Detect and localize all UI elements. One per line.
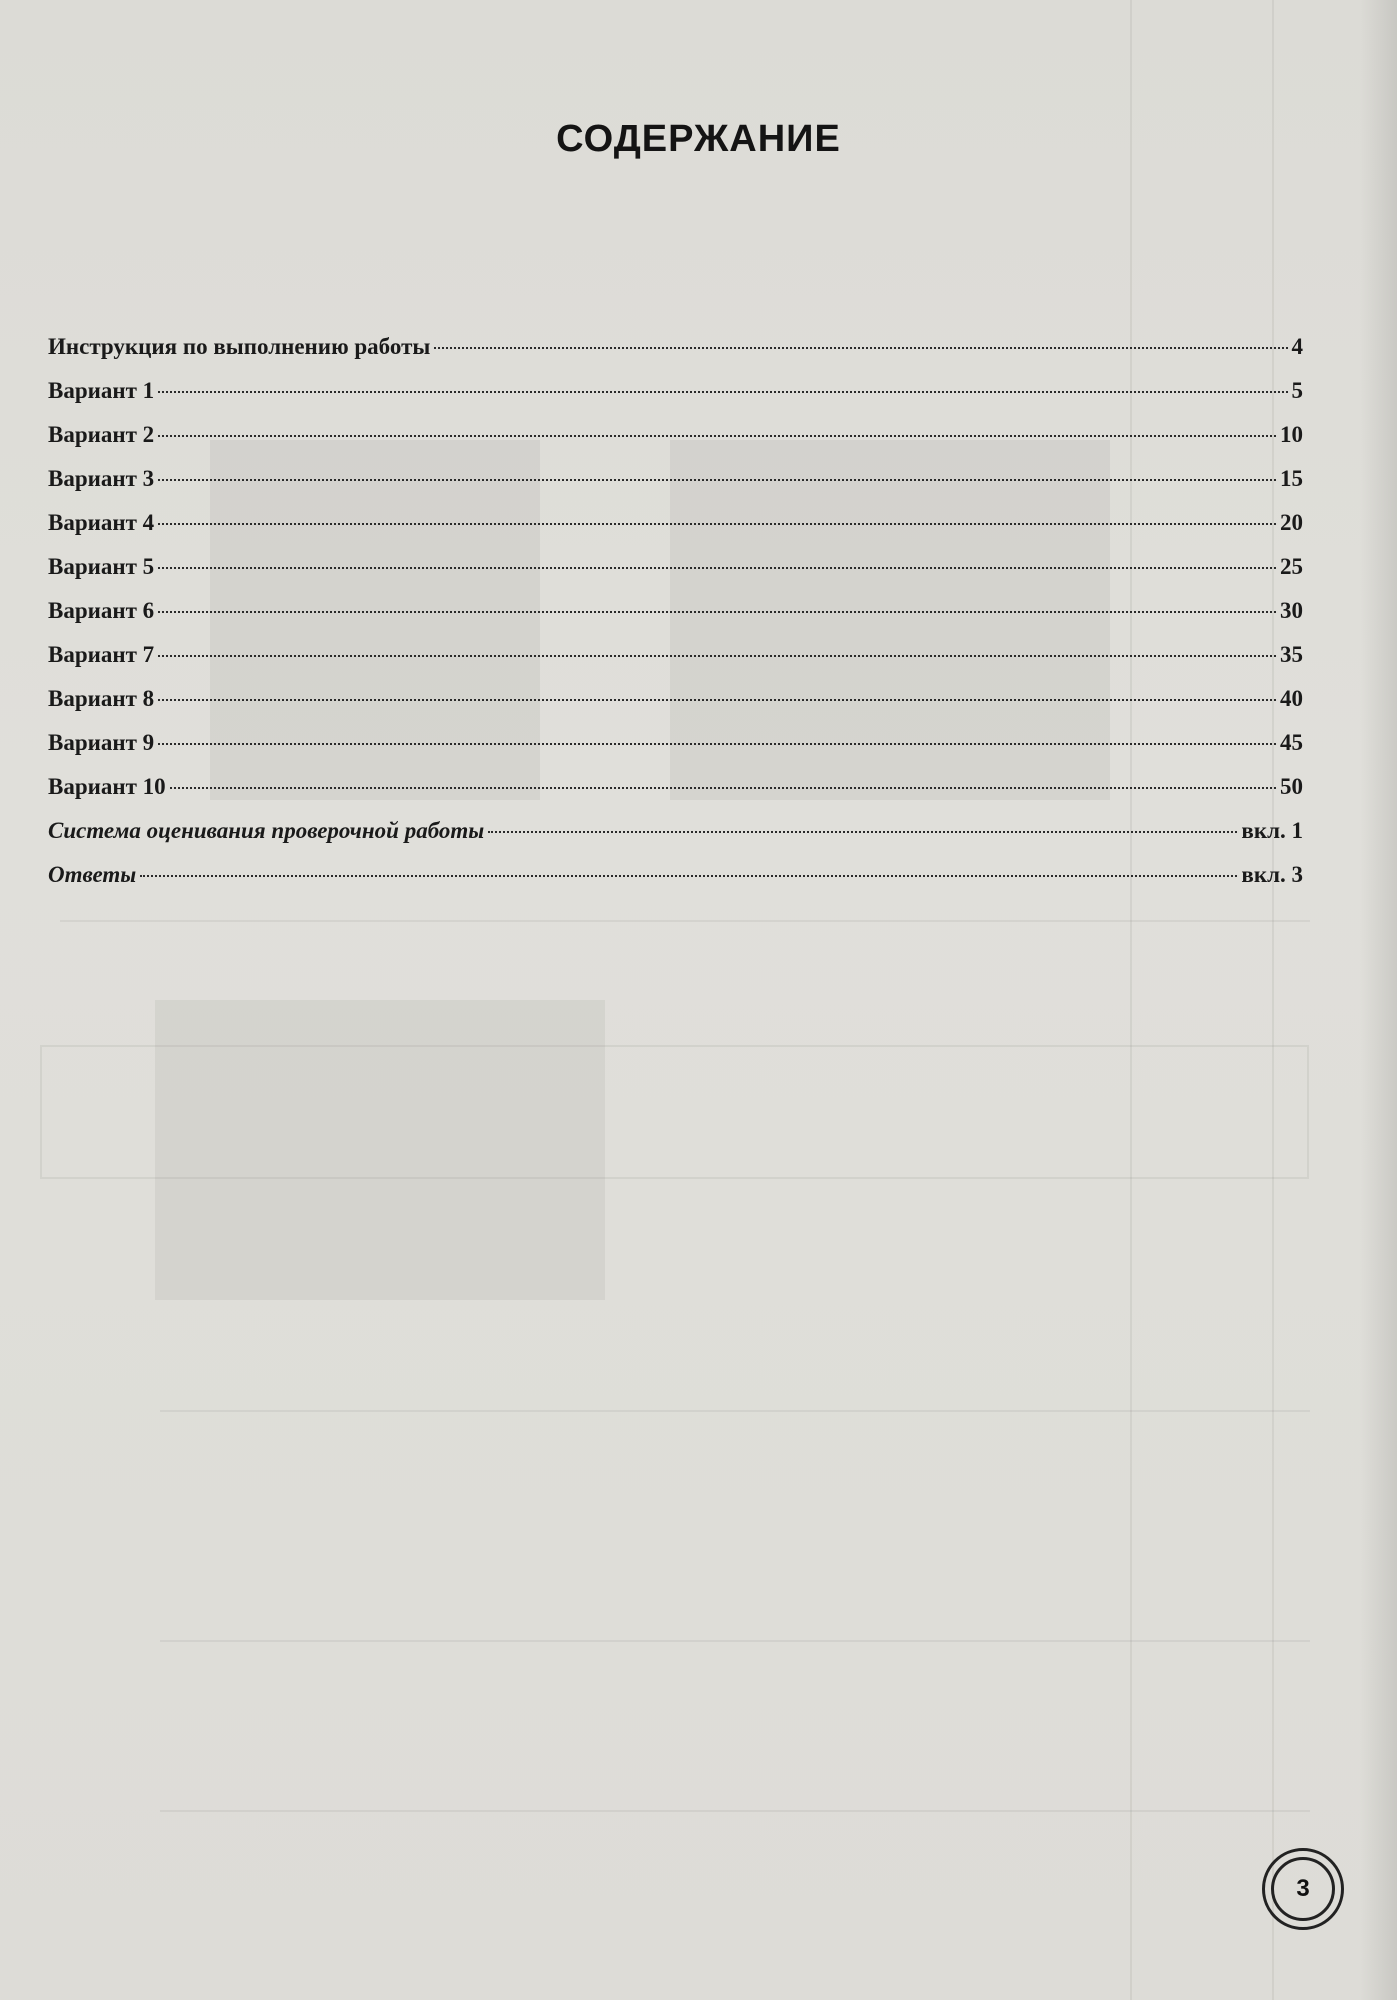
- toc-row-variant-7: [48, 642, 1303, 686]
- toc-label: Вариант 2: [48, 422, 155, 447]
- toc-leader: [158, 523, 1276, 525]
- toc-leader: [158, 655, 1276, 657]
- toc-page: вкл. 3: [1241, 862, 1303, 887]
- toc-page: 50: [1280, 774, 1303, 799]
- toc-label: Вариант 9: [48, 730, 155, 755]
- toc-page: 10: [1280, 422, 1303, 447]
- page-title: СОДЕРЖАНИЕ: [556, 118, 841, 160]
- toc-page: 5: [1291, 378, 1303, 403]
- toc-page: 15: [1280, 466, 1303, 491]
- toc-row-variant-9: [48, 730, 1303, 774]
- toc-row-grading-system: [48, 818, 1303, 862]
- toc-row-variant-3: [48, 466, 1303, 510]
- toc-leader: [158, 391, 1287, 393]
- toc-label: Вариант 8: [48, 686, 155, 711]
- toc-leader: [158, 611, 1276, 613]
- toc-page: 25: [1280, 554, 1303, 579]
- show-through-table: [40, 1045, 1309, 1179]
- page-number: 3: [1271, 1857, 1335, 1921]
- toc-label: Ответы: [48, 862, 137, 887]
- toc-leader: [434, 347, 1287, 349]
- toc-row-variant-4: [48, 510, 1303, 554]
- toc-leader: [158, 567, 1276, 569]
- toc-label: Вариант 6: [48, 598, 155, 623]
- toc-page: 4: [1291, 334, 1303, 359]
- toc-row-answers: [48, 862, 1303, 906]
- toc-page: вкл. 1: [1241, 818, 1303, 843]
- toc-row-variant-2: [48, 422, 1303, 466]
- toc-row-variant-5: [48, 554, 1303, 598]
- toc-leader: [488, 831, 1237, 833]
- toc-label: Вариант 5: [48, 554, 155, 579]
- toc-leader: [140, 875, 1237, 877]
- page-number-badge: [1262, 1848, 1344, 1930]
- toc-row-variant-6: [48, 598, 1303, 642]
- toc-leader: [158, 743, 1276, 745]
- toc-leader: [158, 479, 1276, 481]
- toc-leader: [158, 435, 1276, 437]
- toc-label: Вариант 7: [48, 642, 155, 667]
- toc-page: 40: [1280, 686, 1303, 711]
- table-of-contents: [48, 334, 1303, 906]
- toc-page: 30: [1280, 598, 1303, 623]
- toc-row-variant-10: [48, 774, 1303, 818]
- toc-row-variant-1: [48, 378, 1303, 422]
- show-through-margin: [1130, 0, 1274, 2000]
- toc-page: 45: [1280, 730, 1303, 755]
- toc-leader: [158, 699, 1276, 701]
- toc-label: Система оценивания проверочной работы: [48, 818, 485, 843]
- toc-row-variant-8: [48, 686, 1303, 730]
- toc-label: Вариант 3: [48, 466, 155, 491]
- toc-label: Вариант 10: [48, 774, 166, 799]
- toc-row-instruction: [48, 334, 1303, 378]
- toc-label: Вариант 1: [48, 378, 155, 403]
- show-through-line: [60, 920, 1310, 922]
- toc-leader: [170, 787, 1276, 789]
- toc-label: Вариант 4: [48, 510, 155, 535]
- toc-label: Инструкция по выполнению работы: [48, 334, 431, 359]
- toc-page: 35: [1280, 642, 1303, 667]
- toc-page: 20: [1280, 510, 1303, 535]
- page-edge-shadow: [1360, 0, 1397, 2000]
